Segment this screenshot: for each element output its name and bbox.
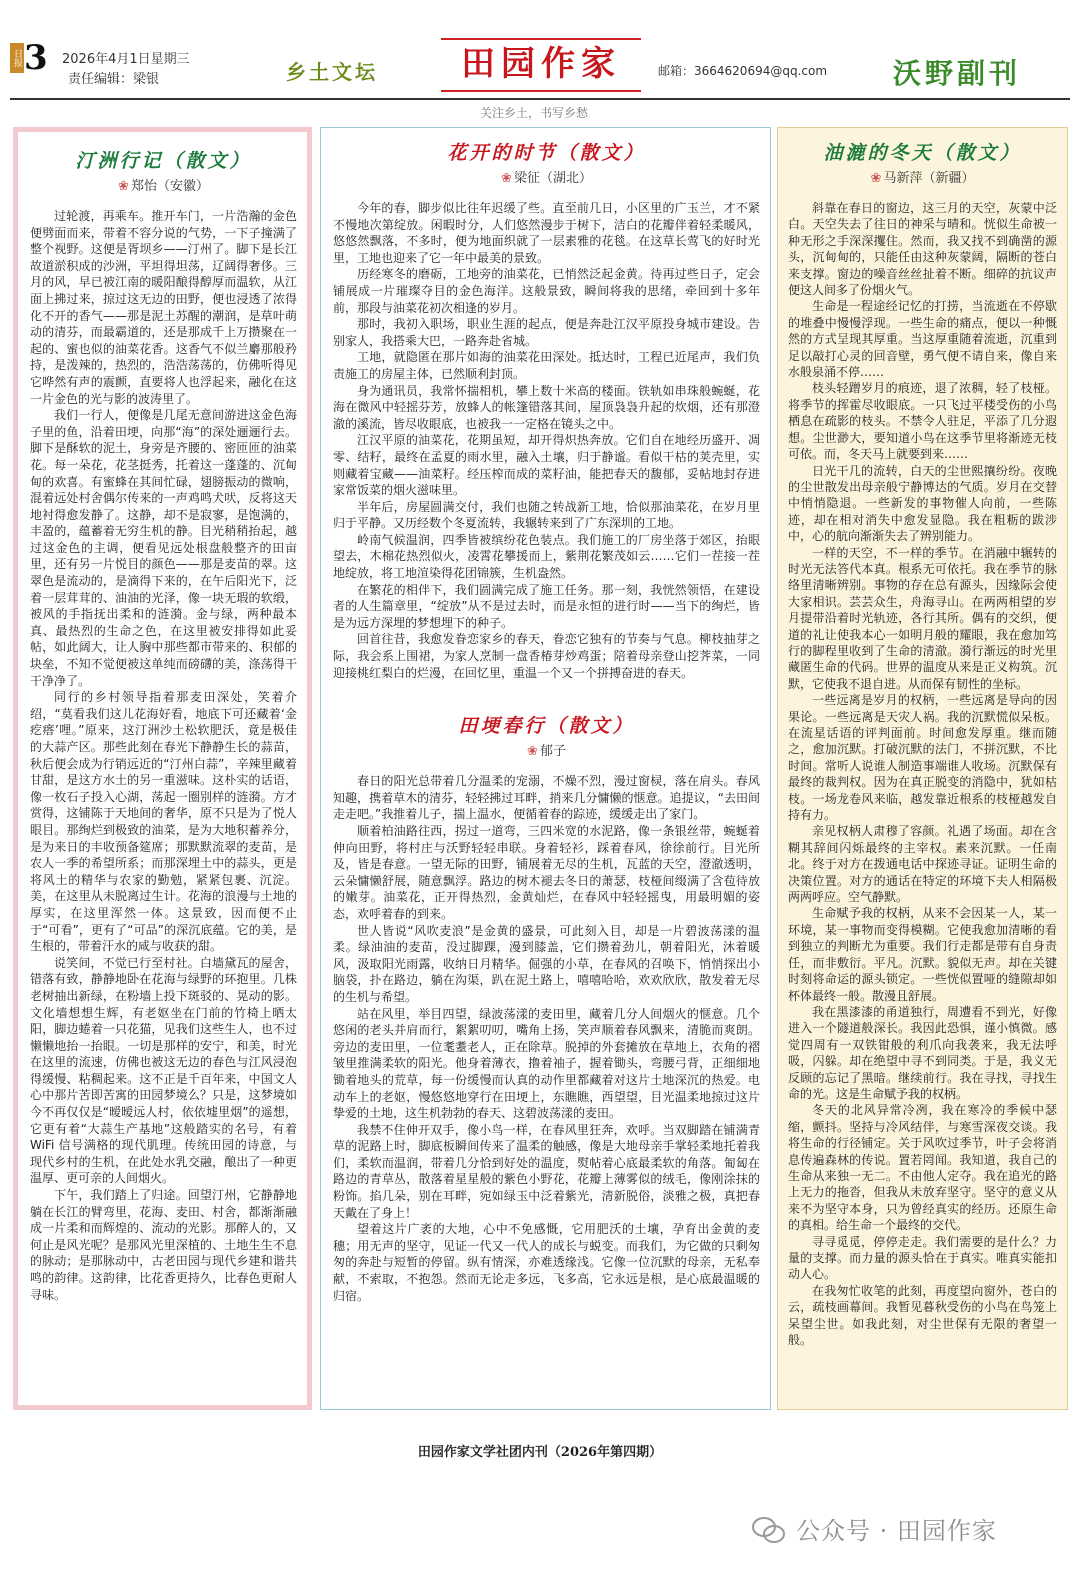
paragraph: 那时，我初入职场，职业生涯的起点，便是奔赴江汉平原投身城市建设。告别家人，我搭乘大巴，一路奔赴省城。	[333, 317, 760, 348]
paragraph: 我在黑漆漆的甬道独行，周遭看不到光，好像进入一个隧道般深长。我因此恐惧，谨小慎微。感觉四周有一双铁钳般的利爪向我袭来，我无法呼吸，闪躲。却在绝望中寻不到同类。于是，我义无反顾的忘记了黑暗。继续前行。我在寻找，寻找生命的光。这是生命赋予我的权柄。	[788, 1004, 1057, 1101]
paragraph: 冬天的北风异常冷冽，我在寒冷的季候中瑟缩，颤抖。坚持与冷风结伴，与寒雪深夜交谈。我将生命的行径铺定。关于风吹过季节，叶子会将消息传遍森林的传说。置若罔闻。我知道，我自己的生命从来独一无二。不由他人定夺。我在追光的路上无力的拖沓，但我从未放弃坚守。坚守的意义从来不为坚守本身，只为曾经真实的经历。还原生命的真相。给生命一个最终的交代。	[788, 1103, 1057, 1233]
flower-icon: ❀	[118, 179, 129, 194]
paragraph: 顺着柏油路往西，拐过一道弯，三四米宽的水泥路，像一条银丝带，蜿蜒着伸向田野，将村庄与沃野轻轻串联。身着轻衫，踩着春风，徐徐前行。目光所及，皆是春意。一望无际的田野，铺展着无尽的生机，瓦蓝的天空，澄澈透明，云朵慵懒舒展，随意飘浮。路边的树木褪去冬日的萧瑟，枝桠间缀满了含苞待放的嫩芽。油菜花，正开得热烈，金黄灿烂，在春风中轻轻摇曳，用最明媚的姿态，欢呼着春的到来。	[333, 824, 760, 921]
paragraph: 回首往昔，我愈发眷恋家乡的春天，眷恋它独有的节奏与气息。柳枝抽芽之际，我会系上围裙，为家人烹制一盘香椿芽炒鸡蛋；陪着母亲登山挖荠菜，一同迎接桃红梨白的烂漫，在回忆里，重温一个又一个拼搏奋进的春天。	[333, 632, 760, 680]
paragraph: 过轮渡，再乘车。推开车门，一片浩瀚的金色便劈面而来，带着不容分说的气势，一下子撞满了整个视野。这便是胥坝乡——汀州了。脚下是长江故道淤积成的沙洲，平坦得坦荡，辽阔得奢侈。三月的风，早已被江南的暖阳酿得醇厚而温软，从江面上拂过来，掠过这无边的田野，便也浸透了浓得化不开的香气——那是泥土苏醒的潮润，是草叶萌动的清芬，而最霸道的，还是那成千上万攒聚在一起的、蜜也似的油菜花香。这香气不似兰麝那般矜持，是泼辣的，热烈的，浩浩荡荡的，仿佛听得见它哗然有声的震颤，直要将人也浮起来，融化在这一片金色的光与影的波涛里了。	[30, 209, 297, 406]
paragraph: 寻寻觅觅，停停走走。我们需要的是什么？力量的支撑。而力量的源头恰在于真实。唯真实能扣动人心。	[788, 1234, 1057, 1282]
paragraph: 一样的天空，不一样的季节。在消融中辗转的时光无法答代本真。根系无可依托。我在季节的脉络里清晰辨别。事物的存在总有源头，因缘际会使大家相识。芸芸众生，舟海寻山。在两两相望的岁月提带沿着时光轨迹，各行其所。偶有的交织，便道的礼让使我本心一如明月般的耀眼，我在愈加笃行的脚程里收到了生命的清澈。漪行渐远的时光里藏匿生命的代码。世界的温度从来是正义构筑。沉默，它使我不退自进。从而保有韧性的坐标。	[788, 545, 1057, 691]
paragraph: 我禁不住伸开双手，像小鸟一样，在春风里狂奔，欢呼。当双脚踏在铺满青草的泥路上时，脚底板瞬间传来了温柔的触感，像是大地母亲手掌轻柔地托着我们，柔软而温润，带着几分恰到好处的温度，熨帖着心底最柔软的角落。匍匐在路边的青草丛，散落着星星般的紫色小野花，花瓣上薄雾似的绒毛，像刚涂抹的粉饰。掐几朵，别在耳畔，宛如绿玉中泛着紫光，清新脱俗，淡雅之极，真把春天戴在了身上！	[333, 1122, 760, 1220]
paragraph: 世人皆说“风吹麦浪”是金黄的盛景，可此刻入目，却是一片碧波荡漾的温柔。绿油油的麦苗，没过脚踝，漫到膝盖，它们攒着劲儿，朝着阳光，沐着暖风，汲取阳光雨露，收纳日月精华。倔强的小草，在春风的召唤下，悄悄探出小脑袋，扑在路边，躺在沟渠，趴在泥土路上，嘻嘻哈哈，欢欢欣欣，散发着无尽的生机与希望。	[333, 923, 760, 1004]
article-title: 汀洲行记（散文）	[75, 150, 252, 172]
paragraph: 生命赋予我的权柄，从来不会因某一人，某一环境，某一事物而变得模糊。它使我愈加清晰的看到独立的判断尤为重要。我们行走都是带有自身责任，而非敷衍。平凡。沉默。貌似无声。却在关键时刻将命运的源头锁定。一些恍似置哑的缝隙却如杯体最终一般。散漫且舒展。	[788, 906, 1057, 1003]
page-header	[0, 0, 1080, 120]
editor-credit: 责任编辑：梁银	[68, 72, 160, 87]
column-label: 乡土文坛	[286, 60, 378, 84]
article-column-middle	[320, 127, 771, 1410]
paragraph: 同行的乡村领导指着那麦田深处，笑着介绍，“莫看我们这儿花海好看，地底下可还藏着‘金疙瘩’哩。”原来，这汀洲沙土松软肥沃，竟是极佳的大蒜产区。那些此刻在春光下静静生长的蒜苗，秋后便会成为行销远近的“汀州白蒜”，辛辣里藏着甘甜，是这方水土的另一重滋味。这朴实的话语，像一枚石子投入心湖，荡起一圈别样的涟漪。方才赏得，这铺陈于天地间的奢华，原不只是为了悦人眼目。那绚烂到极致的油菜，是为大地积蓄养分，是为来日的丰收预备筵席；那默默流翠的麦苗，是农人一季的希望所系；而那深埋土中的蒜头，更是将风土的精华与农家的勤勉，紧紧包裹、沉淀。美，在这里从未脱离过生计。花海的浪漫与土地的厚实，在这里浑然一体。这景致，因而便不止于“可看”，更有了“可品”的深沉底蕴。它的美，是生根的，带着汗水的咸与收获的甜。	[30, 690, 297, 954]
article-title: 油漉的冬天（散文）	[823, 142, 1022, 164]
paragraph: 生命是一程途经记忆的打捞，当流逝在不停歇的堆叠中慢慢浮现。一些生命的痛点，便以一种慨然的方式呈现其厚重。当这厚重随着流逝，沉重到足以敲打心灵的回音壁，勇气便不请自来，像自来水般泉涌不停……	[788, 299, 1057, 380]
wechat-account: 公众号 · 田园作家	[796, 1516, 997, 1545]
paragraph: 亲见权柄人肃穆了容颜。礼遇了场面。却在含糊其辞间闪烁最终的主宰权。素来沉默。一任南北。终于对方在拨通电话中探迹寻证。证明生命的决策位置。对方的通话在特定的环境下夫人相隔极两两呼应。空气静默。	[788, 824, 1057, 905]
issue-date: 2026年4月1日星期三	[62, 52, 190, 67]
paragraph: 在我匆忙收笔的此刻，再度望向窗外，苍白的云，疏枝画幕间。我暂见暮秋受伤的小鸟在鸟笼上呆望尘世。如我此刻，对尘世保有无限的奢望一般。	[788, 1283, 1057, 1348]
article-author: ❀ 梁征（湖北）	[501, 171, 592, 186]
paragraph: 斜靠在春日的窗边，这三月的天空，灰蒙中泛白。天空失去了往日的神采与晴和。恍似生命被一种无形之手深深攫住。然而，我又找不到确凿的源头，沉甸甸的，只能任由这种灰蒙阔，隔断的苍白来支撑。窗边的噪音丝丝扯着不断。细碎的抗议声便这人间多了份烟火气。	[788, 201, 1057, 298]
paragraph: 春日的阳光总带着几分温柔的宠溺，不燥不烈，漫过窗棂，落在肩头。春风知趣，携着草木的清芬，轻轻拂过耳畔，捎来几分慵懒的惬意。追提议，“去田间走走吧。”我推着儿子，揣上温水，便循着春的踪迹，缓缓走出了家门。	[333, 774, 760, 822]
article-body	[30, 208, 297, 1303]
article-title: 花开的时节（散文）	[447, 142, 646, 164]
paragraph: 说笑间，不觉已行至村社。白墙黛瓦的屋舍，错落有致，静静地卧在花海与绿野的环抱里。几株老树抽出新绿，在粉墙上投下斑驳的、晃动的影。文化墙想想生辉，有老妪坐在门前的竹椅上晒太阳，脚边蜷着一只花猫，见我们这些生人，也不过懒懒地抬一抬眼。一切是那样的安宁，和美，时光在这里的流速，仿佛也被这无边的春色与江风浸泡得缓慢、粘稠起来。这不正是千百年来，中国文人心中那片苦即苦寓的田园梦境么？只是，这梦境如今不再仅仅是“暧暧远人村，依依墟里烟”的遥想，它更有着“大蒜生产基地”这般踏实的名号，有着 WiFi 信号满格的现代肌理。传统田园的诗意，与现代乡村的生机，在此处水乳交融，酿出了一种更温厚、更可亲的人间烟火。	[30, 955, 297, 1186]
header-divider	[10, 98, 1070, 100]
paragraph: 身为通讯员，我常怀揣相机，攀上数十米高的楼面。铁轨如串珠般蜿蜒，花海在微风中轻摇芬芳，放蜂人的帐篷错落其间，屋顶袅袅升起的炊烟，还有那澄澈的溪流，皆尽收眼底，也被我一一定格在镜头之中。	[333, 383, 760, 431]
paragraph: 我们一行人，便像是几尾无意间游进这金色海子里的鱼，沿着田埂，向那“海”的深处逦逦行去。脚下是酥软的泥土，身旁是齐腰的、密匝匝的油菜花。每一朵花，花茎挺秀，托着这一蓬蓬的、沉甸甸的欢喜。有蜜蜂在其间忙碌，翅膀振动的微响，混着远处村舍偶尔传来的一声鸡鸣犬吠，反将这天地衬得愈发静了。这静，却不是寂寥，是饱满的，丰盈的，蕴蓄着无穷生机的静。目光稍稍抬起，越过这金色的主调，便看见远处根盘般整齐的田亩里，还有另一片悦目的颜色——那是麦苗的翠。这翠色是流动的，是滴得下来的，在午后阳光下，泛着一层茸茸的、油油的光泽，像一块无瑕的软缎，被风的手指抚出柔和的涟漪。金与绿，两种最本真、最热烈的生命之色，在这里被安排得如此妥帖，如此阔大，让人胸中那些都市带来的、积郁的块垒，不知不觉便被这单纯而磅礴的美，涤荡得干干净净了。	[30, 408, 297, 688]
paragraph: 岭南气候温润，四季皆被缤纷花色装点。我们施工的厂房坐落于郊区，抬眼望去，木棉花热烈似火，凌霄花攀援而上，紫荆花繁茂如云……它们一茬接一茬地绽放，将工地渲染得花团锦簇，生机盎然。	[333, 532, 760, 581]
supplement-title: 沃野副刊	[893, 57, 1022, 90]
paragraph: 日光干几的流转，白天的尘世熙攘纷纷。夜晚的尘世散发出母亲般宁静博达的气质。岁月在交替中悄悄隐退。一些新发的事物催人向前，一些陈迹，却在相对消失中愈发显隐。我在粗粝的跋涉中，心的航向渐渐失去了辨别能力。	[788, 463, 1057, 544]
publication-footer: 田园作家文学社团内刊（2026年第四期）	[417, 1445, 663, 1460]
article-author: ❀ 郁子	[527, 744, 566, 760]
wechat-icon	[752, 1513, 786, 1543]
paragraph: 下午，我们踏上了归途。回望汀州，它静静地躺在长江的臂弯里，花海、麦田、村舍，都渐渐融成一片柔和而辉煌的、流动的光影。那醉人的，又何止是风光呢？是那风光里深植的、土地生生不息的脉动；是那脉动中，古老田园与现代乡建和谐共鸣的韵律。这韵律，比花香更持久，比春色更耐人寻味。	[30, 1188, 297, 1302]
paragraph: 站在风里，举目四望，绿波荡漾的麦田里，藏着几分人间烟火的惬意。几个悠闲的老头并肩而行，絮絮叨叨，嘴角上扬，笑声顺着春风飘来，清脆而爽朗。旁边的麦田里，一位耄耋老人，正在除草。脱掉的外套摊放在草地上，衣角的褶皱里推满柔软的阳光。他身着薄衣，撸着袖子，握着锄头，弯腰弓背，正细细地锄着地头的荒草，每一份缓慢而认真的动作里都藏着对这片土地深沉的热爱。电动车上的老妪，慢悠悠地穿行在田埂上，东瞧瞧，西望望，目光温柔地掠过这片挚爱的土地，这生机勃勃的春天、这碧波荡漾的麦田。	[333, 1006, 760, 1121]
article-column-left	[13, 127, 312, 1410]
slogan: 关注乡土，书写乡愁	[480, 106, 589, 120]
flower-icon: ❀	[527, 744, 538, 760]
paragraph: 在繁花的相伴下，我们圆满完成了施工任务。那一刻，我恍然领悟，在建设者的人生篇章里，“绽放”从不是过去时，而是永恒的进行时——当下的绚烂，皆是为远方深埋的梦想埋下的种子。	[333, 582, 760, 630]
flower-icon: ❀	[501, 171, 512, 186]
article-author: ❀ 郑怡（安徽）	[118, 179, 209, 194]
article-body	[333, 200, 760, 681]
masthead-title: 田园作家	[461, 44, 621, 84]
article-body	[788, 200, 1057, 1348]
article-column-right	[777, 127, 1068, 1410]
article-body	[333, 773, 760, 1304]
paragraph: 一些远离是岁月的权柄，一些远离是导向的因果论。一些远离是天灾人祸。我的沉默慌似呆板。在流星话语的评判面前。时间愈发厚重。继而随之，愈加沉默。打破沉默的法门，不拼沉默，不比时间。常听人说谁人制造事端谁人收场。沉默保有最终的裁判权。因为在真正脱变的消隐中，犹如枯枝。一场龙卷风来临，越发靠近根系的枝桠越发自持有力。	[788, 693, 1057, 823]
issue-tab: 日报	[10, 43, 24, 73]
paragraph: 今年的春，脚步似比往年迟缓了些。直至前几日，小区里的广玉兰，才不紧不慢地次第绽放。闲暇时分，人们悠然漫步于树下，洁白的花瓣伴着轻柔暖风，悠悠然飘落，不多时，便为地面织就了一层素雅的花毯。在这草长莺飞的好时光里，工地也迎来了它一年中最美的景致。	[333, 201, 760, 265]
paragraph: 工地，就隐匿在那片如海的油菜花田深处。抵达时，工程已近尾声，我们负责施工的房屋主体，已然顺利封顶。	[333, 350, 760, 381]
paragraph: 望着这片广袤的大地，心中不免感慨，它用肥沃的土壤，孕育出金黄的麦穗；用无声的坚守，见证一代又一代人的成长与蜕变。而我们，为它做的只剩匆匆的奔赴与短暂的停留。纵有情深，亦难透缘浅。它像一位沉默的母亲，无私奉献，不索取，不抱怨。然而无论走多远，飞多高，它永远是根，是心底最温暖的归宿。	[333, 1222, 760, 1303]
masthead	[441, 38, 641, 92]
paragraph: 历经寒冬的磨砺，工地旁的油菜花，已悄然泛起金黄。待再过些日子，定会铺展成一片璀璨夺目的金色海洋。这般景致，瞬间将我的思绪，牵回到十多年前，那段与油菜花初次相逢的岁月。	[333, 267, 760, 315]
paragraph: 枝头轻蹭岁月的痕迹，退了浓稠，轻了枝桠。将季节的挥霍尽收眼底。一只飞过平楼受伤的小鸟栖息在疏影的枝头。不禁令人驻足，平添了几分遐想。尘世渺大，要知道小鸟在这季节里将渐迹无枝可依。而，冬天马上就要到来……	[788, 381, 1057, 462]
page-number: 3	[24, 38, 48, 78]
article-author: ❀ 马新萍（新疆）	[870, 171, 975, 186]
paragraph: 江汉平原的油菜花，花期虽短，却开得炽热奔放。它们自在地经历盛开、凋零、结籽，最终在孟夏的雨水里，融入土壤，归于静谧。看似干枯的荚壳里，实则藏着宝藏——油菜籽。经压榨而成的菜籽油，能把春天的馥郁，妥帖地封存进家常饭菜的烟火滋味里。	[333, 433, 760, 498]
flower-icon: ❀	[870, 171, 882, 186]
wechat-watermark	[752, 1508, 997, 1548]
article-title: 田埂春行（散文）	[458, 715, 635, 738]
paragraph: 半年后，房屋圆满交付，我们也随之转战新工地，恰似那油菜花，在岁月里归于平静。又历经数个冬夏流转，我辗转来到了广东深圳的工地。	[333, 499, 760, 531]
contact-email: 邮箱：3664620694@qq.com	[658, 64, 828, 78]
